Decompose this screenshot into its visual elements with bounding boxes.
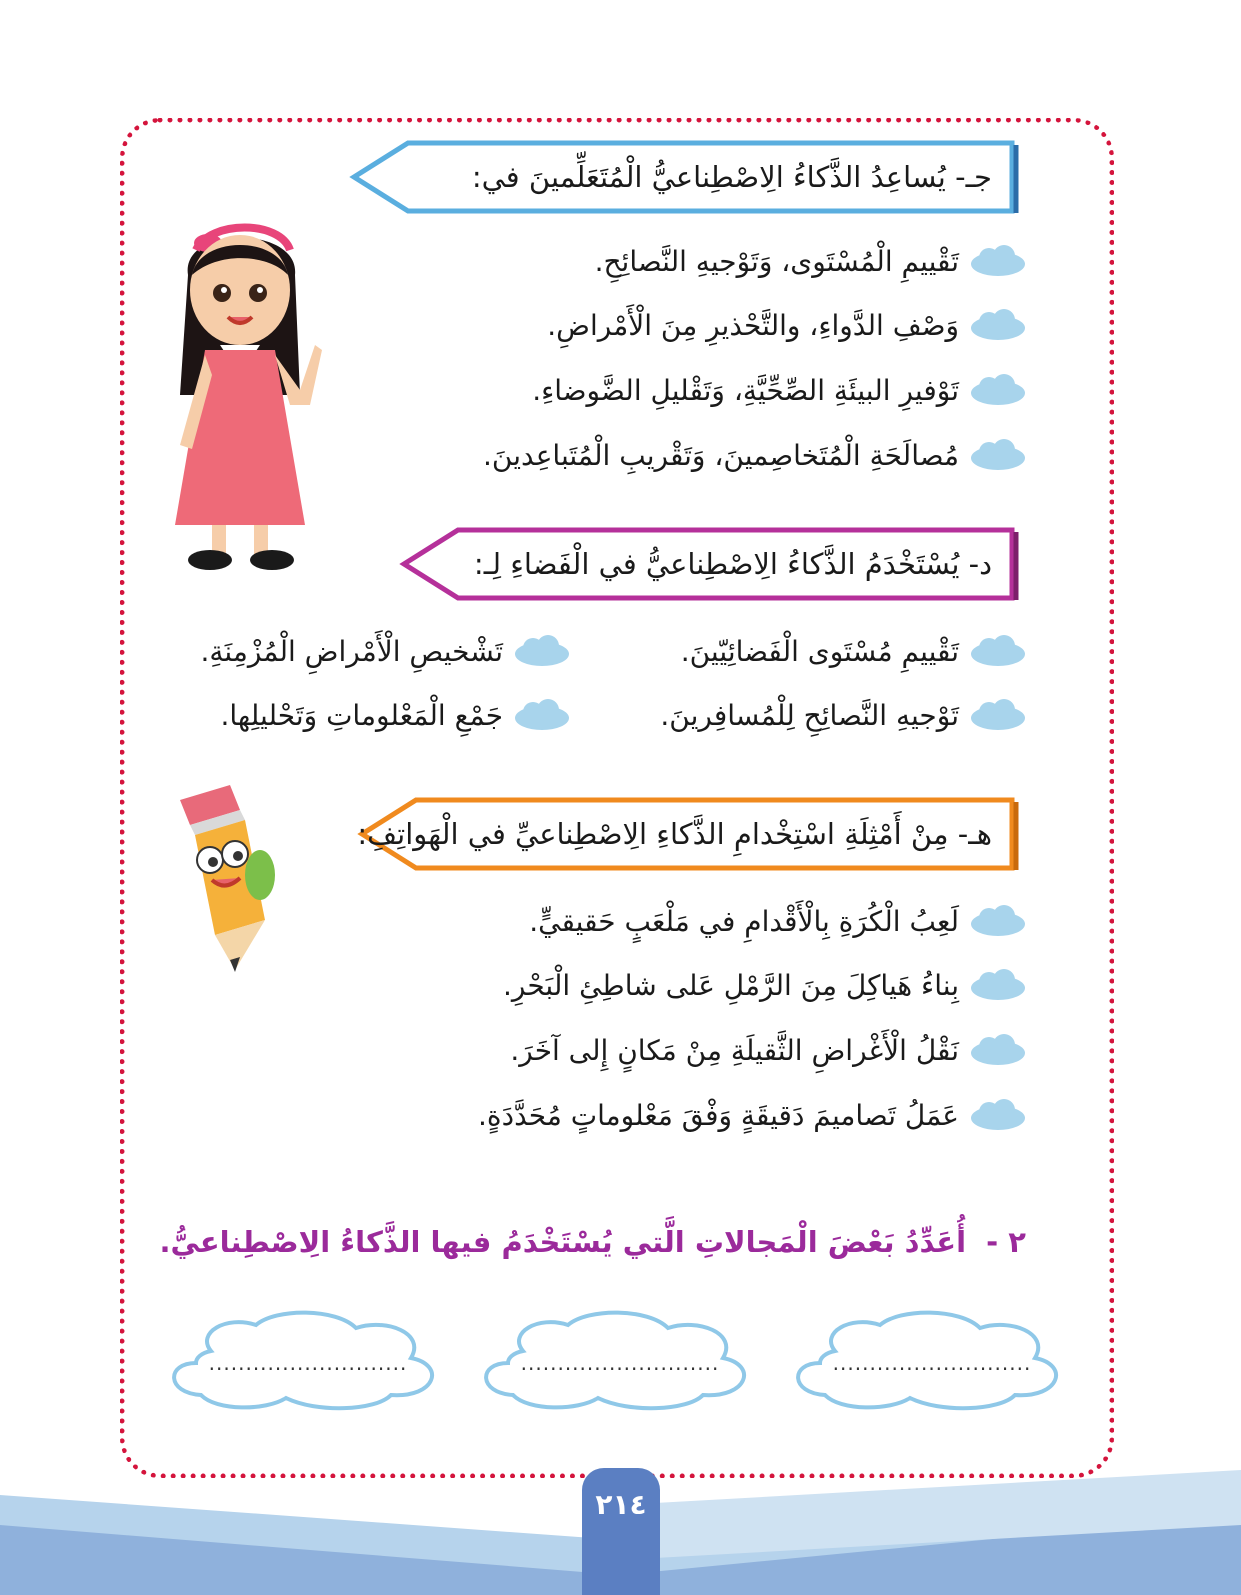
list-item-text: مُصالَحَةِ الْمُتَخاصِمينَ، وَتَقْريبِ الْمُتَباعِدينَ.	[483, 438, 959, 472]
list-item-text: تَوْفيرِ البيئَةِ الصِّحِّيَّةِ، وَتَقْليلِ الضَّوضاءِ.	[532, 373, 959, 407]
section-e-heading: هـ- مِنْ أَمْثِلَةِ اسْتِخْدامِ الذَّكاءِ الِاصْطِناعيِّ في الْهَواتِفِ:	[357, 817, 992, 851]
girl-illustration	[150, 205, 340, 585]
section-d-heading-banner	[398, 522, 1022, 606]
question-number: ٢ -	[986, 1225, 1026, 1259]
list-item-text: لَعِبُ الْكُرَةِ بِالْأَقْدامِ في مَلْعَبٍ حَقيقيٍّ.	[529, 904, 959, 938]
cloud-bullet-icon	[969, 1098, 1027, 1132]
list-item-text: نَقْلُ الْأَغْراضِ الثَّقيلَةِ مِنْ مَكانٍ إِلى آخَرَ.	[510, 1033, 959, 1067]
list-item	[595, 244, 1027, 278]
list-item-text: تَقْييمِ الْمُسْتَوى، وَتَوْجيهِ النَّصائِحِ.	[594, 244, 959, 278]
answer-cloud-blank[interactable]	[780, 1303, 1074, 1413]
list-item	[510, 1033, 1027, 1067]
answer-cloud-blank[interactable]	[156, 1303, 450, 1413]
question-text: أُعَدِّدُ بَعْضَ الْمَجالاتِ الَّتي يُسْتَخْدَمُ فيها الذَّكاءُ الِاصْطِناعيُّ.	[159, 1225, 967, 1259]
cloud-bullet-icon	[969, 968, 1027, 1002]
cloud-bullet-icon	[969, 904, 1027, 938]
list-item	[200, 634, 571, 668]
section-d-heading: د- يُسْتَخْدَمُ الذَّكاءُ الِاصْطِناعيُّ في الْفَضاءِ لِـ:	[473, 547, 992, 581]
list-item	[547, 308, 1027, 342]
cloud-bullet-icon	[513, 698, 571, 732]
exercise-question	[159, 1225, 1026, 1259]
section-c-heading-banner	[348, 135, 1022, 219]
list-item	[503, 968, 1027, 1002]
list-item	[220, 698, 571, 732]
section-c-heading: جـ- يُساعِدُ الذَّكاءُ الِاصْطِناعيُّ الْمُتَعَلِّمينَ في:	[471, 160, 992, 194]
list-item-text: تَقْييمِ مُسْتَوى الْفَضائِيّينَ.	[680, 634, 959, 668]
cloud-bullet-icon	[969, 373, 1027, 407]
list-item	[681, 634, 1027, 668]
answer-blank: ...........................	[832, 1351, 1032, 1375]
cloud-bullet-icon	[969, 1033, 1027, 1067]
answer-cloud-blank[interactable]	[468, 1303, 762, 1413]
list-item	[478, 1098, 1027, 1132]
list-item-text: عَمَلُ تَصاميمَ دَقيقَةٍ وَفْقَ مَعْلوماتٍ مُحَدَّدَةٍ.	[478, 1098, 959, 1132]
answer-blank: ...........................	[520, 1351, 720, 1375]
list-item	[660, 698, 1027, 732]
cloud-bullet-icon	[969, 634, 1027, 668]
cloud-bullet-icon	[969, 438, 1027, 472]
answer-blank: ...........................	[208, 1351, 408, 1375]
pencil-mascot-illustration	[160, 780, 275, 975]
cloud-bullet-icon	[969, 244, 1027, 278]
page-number: ٢١٤	[595, 1488, 647, 1521]
list-item-text: وَصْفِ الدَّواءِ، والتَّحْذيرِ مِنَ الْأَمْراضِ.	[547, 308, 959, 342]
section-e-heading-banner	[356, 792, 1022, 876]
list-item-text: تَشْخيصِ الْأَمْراضِ الْمُزْمِنَةِ.	[200, 634, 503, 668]
list-item	[532, 373, 1027, 407]
list-item	[529, 904, 1027, 938]
list-item-text: جَمْعِ الْمَعْلوماتِ وَتَحْليلِها.	[220, 698, 503, 732]
list-item	[483, 438, 1027, 472]
cloud-bullet-icon	[969, 308, 1027, 342]
cloud-bullet-icon	[513, 634, 571, 668]
cloud-bullet-icon	[969, 698, 1027, 732]
list-item-text: تَوْجيهِ النَّصائِحِ لِلْمُسافِرينَ.	[660, 698, 959, 732]
list-item-text: بِناءُ هَياكِلَ مِنَ الرَّمْلِ عَلى شاطِئِ الْبَحْرِ.	[502, 968, 959, 1002]
